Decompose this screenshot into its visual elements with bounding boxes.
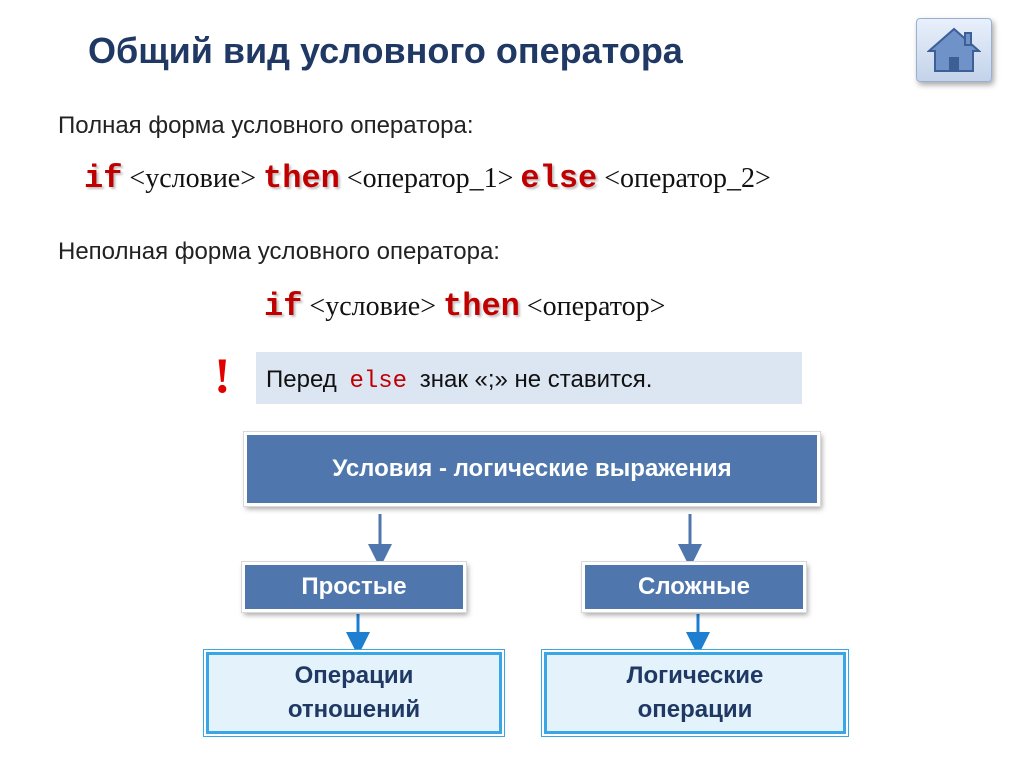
note-text-after: знак «;» не ставится. (419, 366, 653, 393)
logical-node-box (544, 652, 846, 734)
keyword-then: then (443, 288, 520, 325)
relations-node-line1: Операции (294, 662, 414, 689)
home-button[interactable] (916, 18, 992, 82)
simple-node-label: Простые (301, 573, 407, 600)
full-form-syntax (84, 160, 771, 197)
partial-form-syntax (264, 288, 665, 325)
keyword-if: if (264, 288, 303, 325)
keyword-if: if (84, 160, 123, 197)
operator-placeholder: <оператор> (526, 291, 666, 322)
root-node-label: Условия - логические выражения (332, 455, 732, 482)
note-code-else: else (349, 368, 408, 395)
logical-node-line2: операции (637, 696, 753, 723)
page-title: Общий вид условного оператора (88, 30, 683, 71)
complex-node-label: Сложные (638, 573, 750, 600)
condition-placeholder: <условие> (309, 291, 437, 322)
partial-form-heading: Неполная форма условного оператора: (58, 238, 500, 265)
note-text-before: Перед (266, 366, 337, 393)
condition-placeholder: <условие> (129, 163, 257, 194)
operator2-placeholder: <оператор_2> (604, 163, 771, 194)
note-box (256, 352, 802, 404)
operator1-placeholder: <оператор_1> (346, 163, 514, 194)
full-form-heading: Полная форма условного оператора: (58, 112, 474, 139)
logical-node-line1: Логические (626, 662, 764, 689)
root-node-box (244, 432, 820, 506)
relations-node-box (206, 652, 502, 734)
warning-mark: ! (214, 347, 231, 403)
relations-node-line2: отношений (287, 696, 421, 723)
home-icon (927, 25, 981, 75)
keyword-then: then (263, 160, 340, 197)
complex-node-box (582, 562, 806, 612)
simple-node-box (242, 562, 466, 612)
keyword-else: else (520, 160, 598, 197)
